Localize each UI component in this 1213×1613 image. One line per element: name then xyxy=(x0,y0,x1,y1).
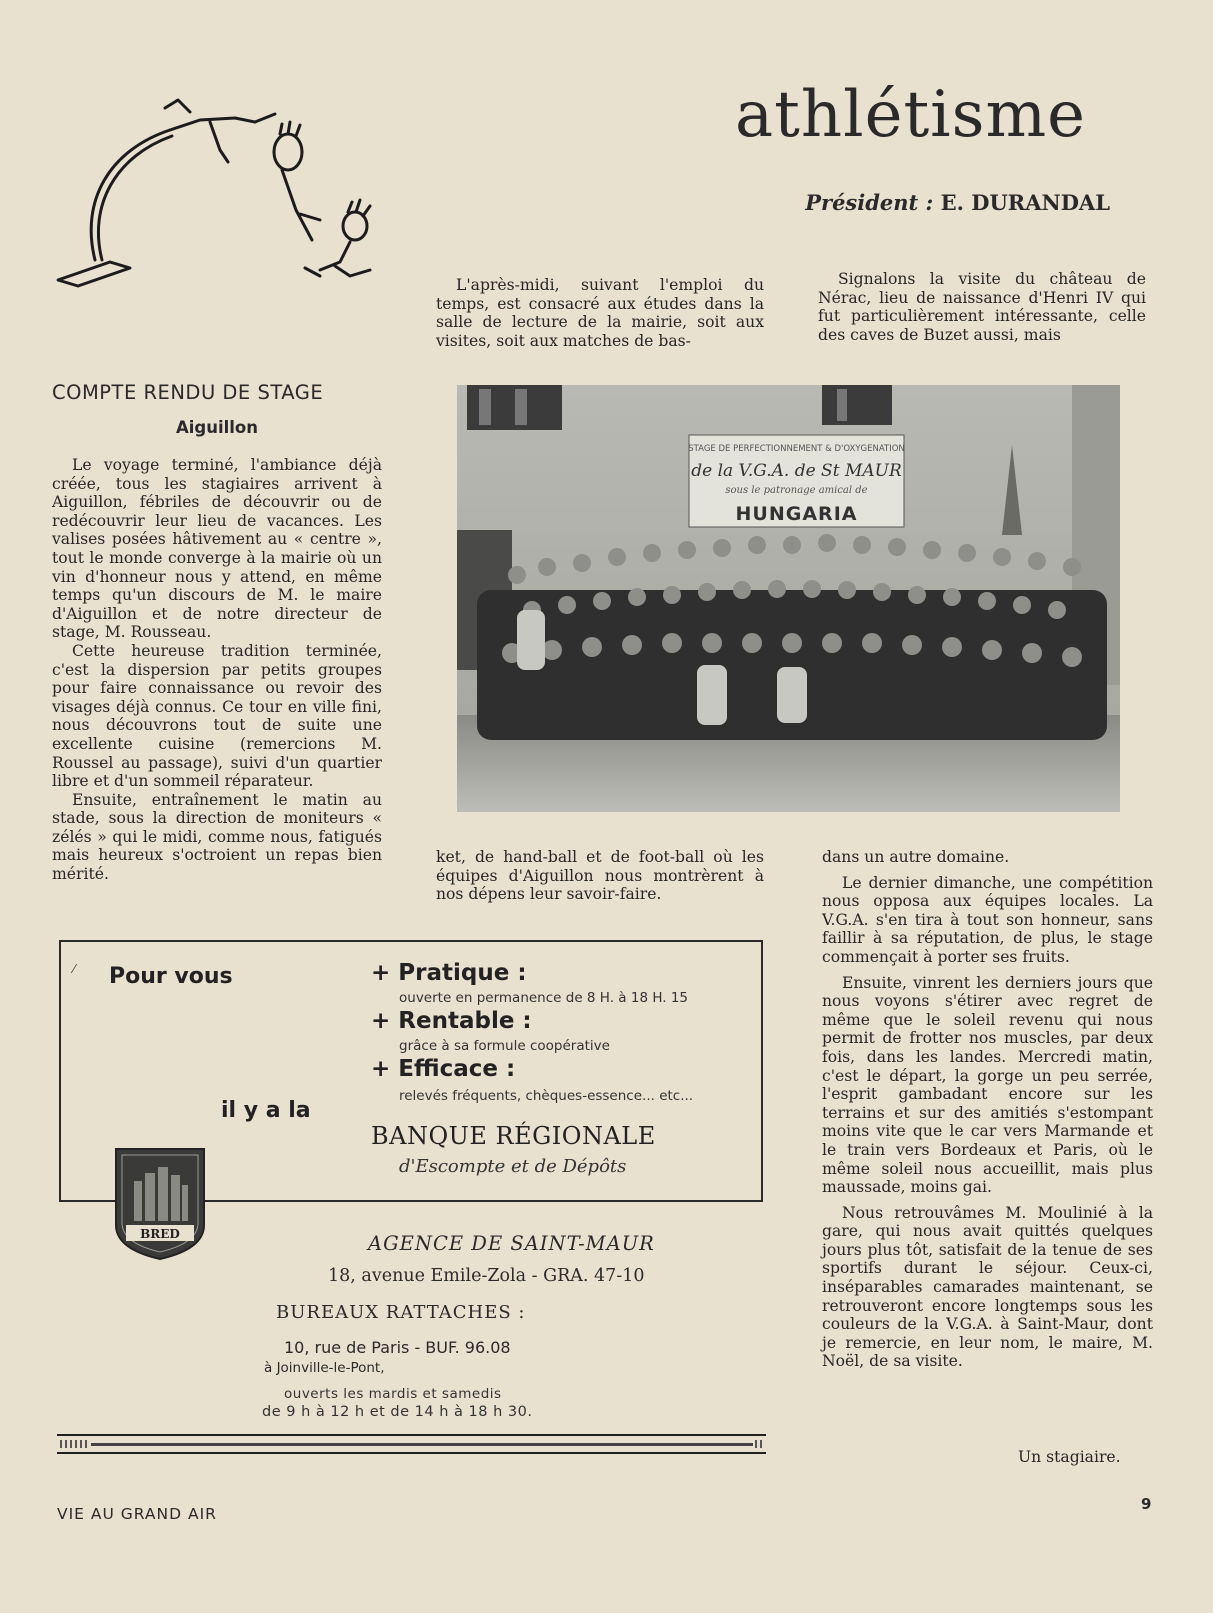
article-paragraph: Ensuite, vinrent les derniers jours que nous voyons s'étirer avec regret de même que le soleil revenu qui nous permit de frotter nos muscles, par deux fois, dans les landes. Mercredi matin, c'est le départ, la gorge un peu serrée, l'esprit gambadant encore sur les terrains et sur des amitiés s'estompant moins vite que le car vers Marmande et le train vers Bordeaux et Paris, où le même soleil nous accueillit, mais plus maussade, moins gai. xyxy=(822,973,1153,1197)
article-paragraph: Le dernier dimanche, une compétition nous opposa aux équipes locales. La V.G.A. s'en tira à tout son honneur, sans faillir à sa réputation, de plus, le stage commençait à porter ses fruits. xyxy=(822,873,1153,966)
decorative-rule xyxy=(57,1433,766,1455)
article-paragraph: Nous retrouvâmes M. Moulinié à la gare, qui nous avait quittés quelques jours plus tôt, satisfait de la tenue de ses sportifs durant le séjour. Ceux-ci, inséparables camarades maintenant, se retrouveront encore longtemps sous les couleurs de la V.G.A. à Saint-Maur, dont je remercie, en leur nom, le maire, M. Noël, de sa visite. xyxy=(822,1203,1153,1371)
ad-feature-desc: relevés fréquents, chèques-essence... etc... xyxy=(399,1088,694,1104)
article-column-3-bottom xyxy=(822,848,1153,1371)
president-label: Président : xyxy=(805,190,934,215)
magazine-name: VIE AU GRAND AIR xyxy=(57,1505,217,1523)
pole-vault-cartoon xyxy=(50,90,390,300)
agency-address: 18, avenue Emile-Zola - GRA. 47-10 xyxy=(328,1266,645,1286)
article-paragraph: Ensuite, entraînement le matin au stade, sous la direction de moniteurs « zélés » qui le midi, comme nous, fatigués mais heureux s'octroient un repas bien mérité. xyxy=(52,790,382,884)
article-paragraph: Cette heureuse tradition terminée, c'est la dispersion par petits groupes pour faire connaissance ou revoir des visages déjà connus. Ce tour en ville fini, nous découvrons tout de suite une excellente cuisine (remercions M. Roussel au passage), suivi d'un quartier libre et d'un sommeil réparateur. xyxy=(52,641,382,791)
article-signature: Un stagiaire. xyxy=(1018,1448,1121,1466)
banner-line-3: sous le patronage amical de xyxy=(725,485,868,496)
ad-pour-vous: Pour vous xyxy=(109,964,233,989)
article-paragraph: ket, de hand-ball et de foot-ball où les équipes d'Aiguillon nous montrèrent à nos dépens leur savoir-faire. xyxy=(436,848,764,904)
article-paragraph: Signalons la visite du château de Nérac, lieu de naissance d'Henri IV qui fut particulièrement intéressante, celle des caves de Buzet aussi, mais xyxy=(818,270,1146,344)
bred-logo xyxy=(112,1145,208,1261)
bred-logo-text: BRED xyxy=(140,1227,180,1241)
ad-feature-title: + Rentable : xyxy=(371,1008,532,1034)
article-heading: COMPTE RENDU DE STAGE xyxy=(52,381,324,404)
ad-feature-desc: ouverte en permanence de 8 H. à 18 H. 15 xyxy=(399,990,689,1006)
president-line xyxy=(805,190,1110,215)
ad-feature-title: + Efficace : xyxy=(371,1056,516,1082)
group-photo xyxy=(457,385,1120,812)
ad-il-y-a-la: il y a la xyxy=(221,1098,311,1123)
article-column-2-top xyxy=(436,276,764,350)
section-title: athlétisme xyxy=(735,78,1087,152)
banner-line-1: STAGE DE PERFECTIONNEMENT & D'OXYGENATION xyxy=(688,444,905,454)
bureau-address: 10, rue de Paris - BUF. 96.08 xyxy=(284,1338,511,1357)
ad-bank-sub: d'Escompte et de Dépôts xyxy=(399,1156,627,1177)
ad-bank-name: BANQUE RÉGIONALE xyxy=(371,1122,656,1150)
hours-line-2: de 9 h à 12 h et de 14 h à 18 h 30. xyxy=(262,1404,533,1420)
article-paragraph: Le voyage terminé, l'ambiance déjà créée, tous les stagiaires arrivent à Aiguillon, fébriles de découvrir ou de redécouvrir leur lieu de vacances. Les valises posées hâtivement au « centre », tout le monde converge à la mairie où un vin d'honneur nous y attend, en même temps qu'un discours de M. le maire d'Aiguillon et de notre directeur de stage, M. Rousseau. xyxy=(52,456,382,642)
article-paragraph: dans un autre domaine. xyxy=(822,848,1010,866)
bureaux-title: BUREAUX RATTACHES : xyxy=(276,1302,526,1323)
agency-name: AGENCE DE SAINT-MAUR xyxy=(368,1232,655,1255)
article-column-1 xyxy=(52,456,382,884)
ad-feature-title: + Pratique : xyxy=(371,960,527,986)
banner-brand: HUNGARIA xyxy=(735,503,858,525)
president-name: E. DURANDAL xyxy=(940,190,1110,215)
article-column-3-top xyxy=(818,270,1146,344)
ad-feature-desc: grâce à sa formule coopérative xyxy=(399,1038,610,1054)
article-column-2-bottom xyxy=(436,848,764,904)
bureau-city: à Joinville-le-Pont, xyxy=(264,1360,385,1376)
ad-bullet-mark: ⁄ xyxy=(73,962,76,976)
article-paragraph: L'après-midi, suivant l'emploi du temps, est consacré aux études dans la salle de lecture de la mairie, soit aux visites, soit aux matches de bas- xyxy=(436,276,764,350)
article-subheading: Aiguillon xyxy=(175,418,259,437)
banner-line-2: de la V.G.A. de St MAUR xyxy=(691,461,902,481)
hours-line-1: ouverts les mardis et samedis xyxy=(284,1386,502,1402)
page-number: 9 xyxy=(1141,1495,1152,1513)
